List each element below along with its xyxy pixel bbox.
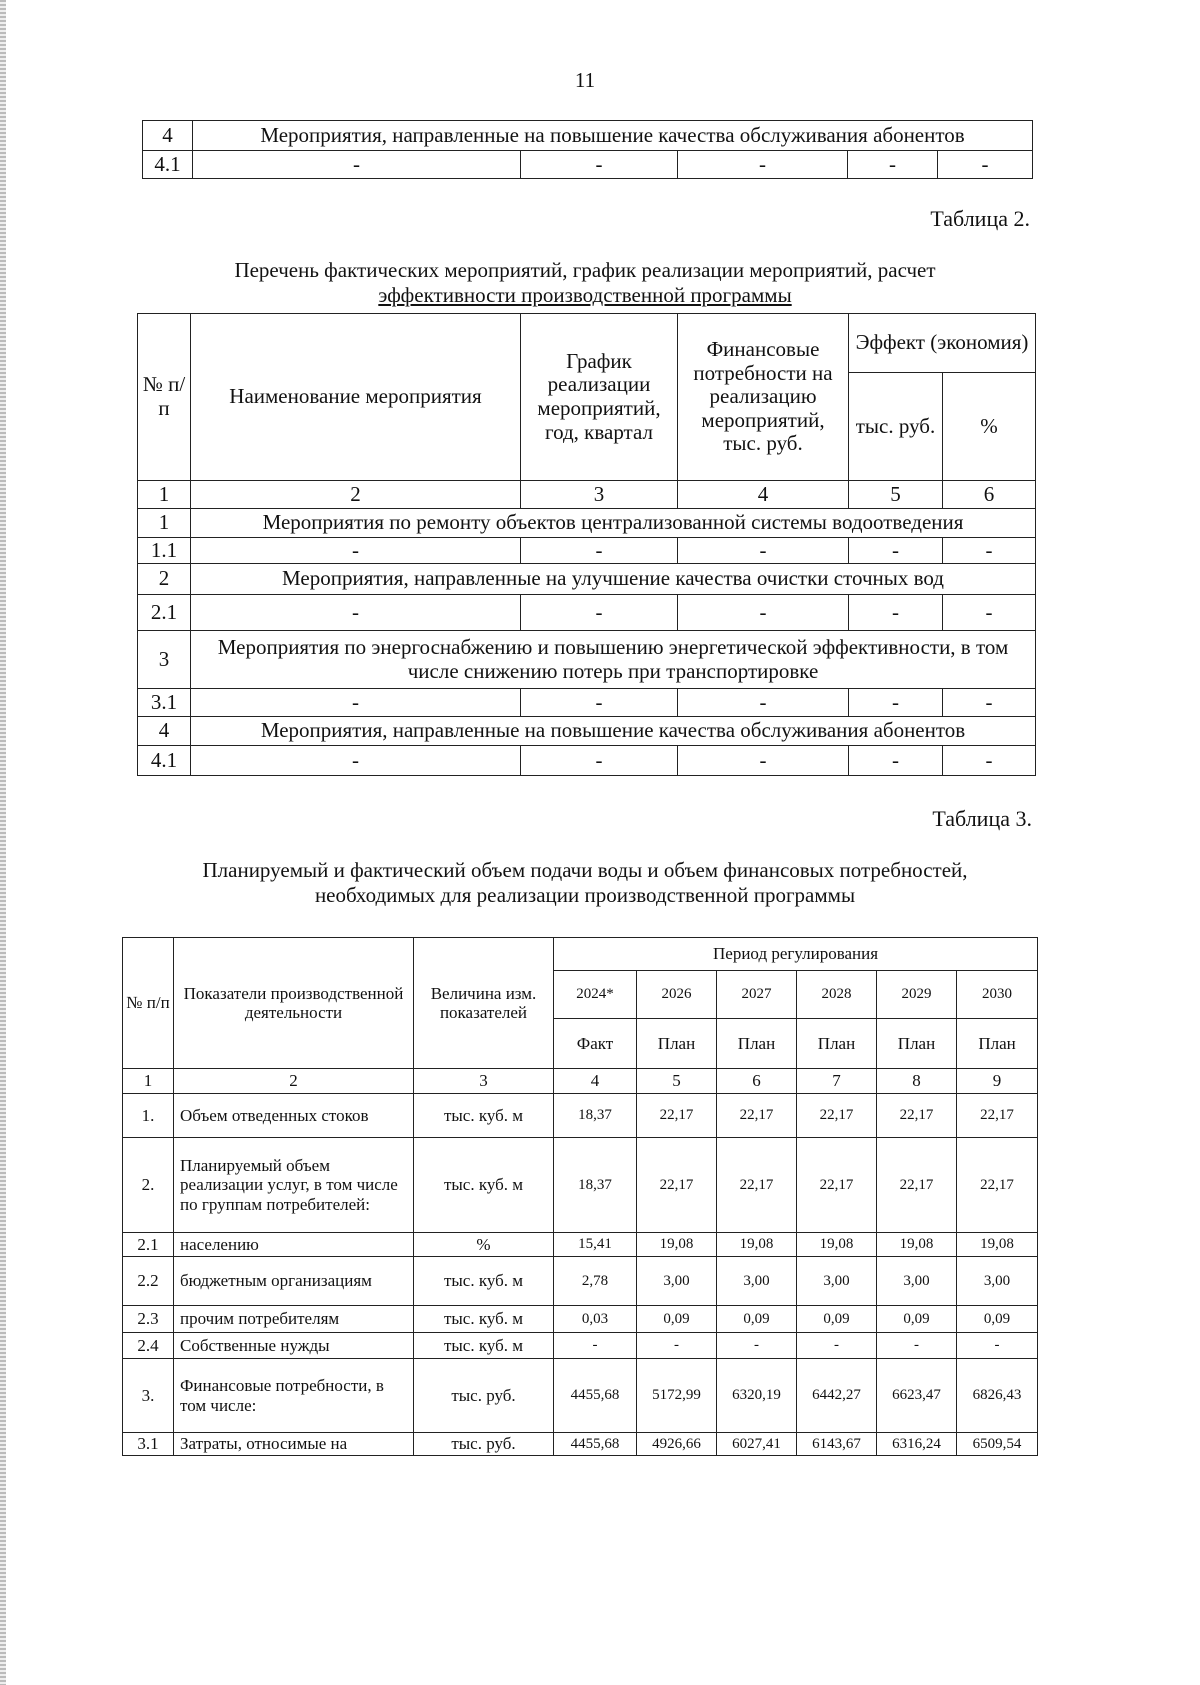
cell: - bbox=[191, 595, 521, 631]
unit: тыс. куб. м bbox=[414, 1094, 554, 1138]
cell: - bbox=[848, 151, 938, 179]
value-cell: 22,17 bbox=[877, 1138, 957, 1233]
cell: - bbox=[193, 151, 521, 179]
value-cell: 3,00 bbox=[637, 1257, 717, 1306]
indicator-name: прочим потребителям bbox=[174, 1306, 414, 1333]
value-cell: 19,08 bbox=[957, 1233, 1038, 1257]
value-cell: 22,17 bbox=[797, 1094, 877, 1138]
column-number: 5 bbox=[849, 481, 943, 509]
row-number: 2.3 bbox=[123, 1306, 174, 1333]
value-cell: 22,17 bbox=[797, 1138, 877, 1233]
value-cell: 6320,19 bbox=[717, 1359, 797, 1433]
cell: - bbox=[191, 746, 521, 776]
table-row bbox=[138, 631, 1036, 689]
value-cell: 3,00 bbox=[797, 1257, 877, 1306]
table-3-caption: Таблица 3. bbox=[932, 806, 1032, 831]
header-no: № п/п bbox=[123, 938, 174, 1069]
value-cell: 3,00 bbox=[717, 1257, 797, 1306]
table-row bbox=[138, 595, 1036, 631]
value-cell: 22,17 bbox=[957, 1094, 1038, 1138]
cell: - bbox=[849, 538, 943, 564]
column-numbers-row bbox=[123, 1069, 1038, 1094]
value-cell: 15,41 bbox=[554, 1233, 637, 1257]
value-cell: 22,17 bbox=[717, 1138, 797, 1233]
header-year: 2028 bbox=[797, 971, 877, 1019]
header-schedule: График реализации мероприятий, год, квартал bbox=[521, 314, 678, 481]
value-cell: 3,00 bbox=[957, 1257, 1038, 1306]
value-cell: - bbox=[637, 1333, 717, 1359]
table-row bbox=[123, 1359, 1038, 1433]
indicator-name: Финансовые потребности, в том числе: bbox=[174, 1359, 414, 1433]
column-number: 5 bbox=[637, 1069, 717, 1094]
value-cell: 6623,47 bbox=[877, 1359, 957, 1433]
indicator-name: Собственные нужды bbox=[174, 1333, 414, 1359]
value-cell: - bbox=[797, 1333, 877, 1359]
value-cell: 19,08 bbox=[877, 1233, 957, 1257]
table-2-caption: Таблица 2. bbox=[930, 206, 1030, 231]
value-cell: 0,03 bbox=[554, 1306, 637, 1333]
unit: тыс. куб. м bbox=[414, 1257, 554, 1306]
indicator-name: Объем отведенных стоков bbox=[174, 1094, 414, 1138]
row-number: 4.1 bbox=[143, 151, 193, 179]
row-number: 2 bbox=[138, 564, 191, 595]
value-cell: 2,78 bbox=[554, 1257, 637, 1306]
unit: тыс. руб. bbox=[414, 1433, 554, 1456]
value-cell: 6143,67 bbox=[797, 1433, 877, 1456]
value-cell: 22,17 bbox=[877, 1094, 957, 1138]
unit: тыс. руб. bbox=[414, 1359, 554, 1433]
column-number: 3 bbox=[414, 1069, 554, 1094]
cell: - bbox=[678, 689, 849, 717]
cell: - bbox=[678, 595, 849, 631]
header-name: Наименование мероприятия bbox=[191, 314, 521, 481]
table-row bbox=[143, 151, 1033, 179]
value-cell: 6826,43 bbox=[957, 1359, 1038, 1433]
table-row bbox=[138, 689, 1036, 717]
row-number: 3.1 bbox=[138, 689, 191, 717]
row-number: 1. bbox=[123, 1094, 174, 1138]
header-type: План bbox=[877, 1019, 957, 1069]
header-type: Факт bbox=[554, 1019, 637, 1069]
cell: - bbox=[521, 689, 678, 717]
cell: - bbox=[943, 595, 1036, 631]
column-number: 3 bbox=[521, 481, 678, 509]
table-2-title-line2: эффективности производственной программы bbox=[378, 283, 792, 308]
cell: - bbox=[849, 746, 943, 776]
header-year: 2024* bbox=[554, 971, 637, 1019]
column-number: 2 bbox=[191, 481, 521, 509]
header-effect-pct: % bbox=[943, 373, 1036, 481]
column-number: 6 bbox=[717, 1069, 797, 1094]
cell: - bbox=[849, 689, 943, 717]
table-3-title bbox=[130, 858, 1040, 908]
value-cell: 5172,99 bbox=[637, 1359, 717, 1433]
table-row bbox=[123, 1138, 1038, 1233]
header-effect-rub: тыс. руб. bbox=[849, 373, 943, 481]
section-title: Мероприятия, направленные на повышение качества обслуживания абонентов bbox=[191, 717, 1036, 746]
header-year: 2029 bbox=[877, 971, 957, 1019]
header-type: План bbox=[717, 1019, 797, 1069]
header-unit: Величина изм. показателей bbox=[414, 938, 554, 1069]
value-cell: - bbox=[877, 1333, 957, 1359]
indicator-name: Затраты, относимые на bbox=[174, 1433, 414, 1456]
row-number: 3.1 bbox=[123, 1433, 174, 1456]
column-number: 7 bbox=[797, 1069, 877, 1094]
table-row bbox=[123, 1433, 1038, 1456]
cell: - bbox=[678, 746, 849, 776]
row-number: 3 bbox=[138, 631, 191, 689]
section-title: Мероприятия по ремонту объектов централизованной системы водоотведения bbox=[191, 509, 1036, 538]
value-cell: 0,09 bbox=[877, 1306, 957, 1333]
value-cell: 0,09 bbox=[957, 1306, 1038, 1333]
value-cell: 18,37 bbox=[554, 1138, 637, 1233]
table-row bbox=[143, 121, 1033, 151]
section-title: Мероприятия по энергоснабжению и повышению энергетической эффективности, в том числе снижению потерь при транспортировке bbox=[191, 631, 1036, 689]
row-number: 2.2 bbox=[123, 1257, 174, 1306]
indicator-name: населению bbox=[174, 1233, 414, 1257]
header-effect: Эффект (экономия) bbox=[849, 314, 1036, 373]
cell: - bbox=[849, 595, 943, 631]
table-row bbox=[138, 717, 1036, 746]
unit: тыс. куб. м bbox=[414, 1333, 554, 1359]
column-number: 1 bbox=[123, 1069, 174, 1094]
value-cell: 18,37 bbox=[554, 1094, 637, 1138]
column-number: 6 bbox=[943, 481, 1036, 509]
cell: - bbox=[191, 689, 521, 717]
cell: - bbox=[943, 689, 1036, 717]
table-row bbox=[138, 538, 1036, 564]
value-cell: 6027,41 bbox=[717, 1433, 797, 1456]
table-row bbox=[123, 1333, 1038, 1359]
cell: - bbox=[191, 538, 521, 564]
row-number: 2. bbox=[123, 1138, 174, 1233]
header-no: № п/ п bbox=[138, 314, 191, 481]
unit: тыс. куб. м bbox=[414, 1138, 554, 1233]
table-row bbox=[138, 564, 1036, 595]
value-cell: 19,08 bbox=[637, 1233, 717, 1257]
value-cell: - bbox=[957, 1333, 1038, 1359]
value-cell: 4455,68 bbox=[554, 1359, 637, 1433]
table-3-title-line1: Планируемый и фактический объем подачи воды и объем финансовых потребностей, bbox=[202, 858, 968, 882]
unit: % bbox=[414, 1233, 554, 1257]
cell: - bbox=[521, 595, 678, 631]
cell: - bbox=[521, 746, 678, 776]
indicator-name: бюджетным организациям bbox=[174, 1257, 414, 1306]
table-3-title-line2: необходимых для реализации производственной программы bbox=[314, 883, 856, 908]
cell: - bbox=[678, 151, 848, 179]
row-number: 4.1 bbox=[138, 746, 191, 776]
table-2-title bbox=[140, 258, 1030, 308]
value-cell: 6509,54 bbox=[957, 1433, 1038, 1456]
column-number: 4 bbox=[678, 481, 849, 509]
value-cell: 19,08 bbox=[797, 1233, 877, 1257]
value-cell: 19,08 bbox=[717, 1233, 797, 1257]
section-title: Мероприятия, направленные на повышение качества обслуживания абонентов bbox=[193, 121, 1033, 151]
value-cell: - bbox=[554, 1333, 637, 1359]
row-number: 1.1 bbox=[138, 538, 191, 564]
column-number: 4 bbox=[554, 1069, 637, 1094]
section-title: Мероприятия, направленные на улучшение качества очистки сточных вод bbox=[191, 564, 1036, 595]
value-cell: - bbox=[717, 1333, 797, 1359]
column-numbers-row bbox=[138, 481, 1036, 509]
page-number: 11 bbox=[574, 68, 596, 92]
table-2 bbox=[137, 313, 1036, 776]
column-number: 9 bbox=[957, 1069, 1038, 1094]
value-cell: 22,17 bbox=[717, 1094, 797, 1138]
header-type: План bbox=[637, 1019, 717, 1069]
row-number: 4 bbox=[143, 121, 193, 151]
table-row bbox=[123, 1094, 1038, 1138]
cell: - bbox=[943, 538, 1036, 564]
table-1-tail bbox=[142, 120, 1033, 179]
header-year: 2030 bbox=[957, 971, 1038, 1019]
value-cell: 0,09 bbox=[797, 1306, 877, 1333]
value-cell: 22,17 bbox=[957, 1138, 1038, 1233]
unit: тыс. куб. м bbox=[414, 1306, 554, 1333]
cell: - bbox=[521, 151, 678, 179]
header-type: План bbox=[957, 1019, 1038, 1069]
table-3 bbox=[122, 937, 1038, 1456]
indicator-name: Планируемый объем реализации услуг, в том числе по группам потребителей: bbox=[174, 1138, 414, 1233]
value-cell: 22,17 bbox=[637, 1138, 717, 1233]
scan-edge bbox=[0, 0, 6, 1685]
row-number: 4 bbox=[138, 717, 191, 746]
column-number: 8 bbox=[877, 1069, 957, 1094]
header-period: Период регулирования bbox=[554, 938, 1038, 971]
table-2-title-line1: Перечень фактических мероприятий, график реализации мероприятий, расчет bbox=[234, 258, 936, 282]
row-number: 1 bbox=[138, 509, 191, 538]
table-row bbox=[138, 746, 1036, 776]
value-cell: 4455,68 bbox=[554, 1433, 637, 1456]
header-year: 2026 bbox=[637, 971, 717, 1019]
value-cell: 0,09 bbox=[717, 1306, 797, 1333]
value-cell: 4926,66 bbox=[637, 1433, 717, 1456]
header-year: 2027 bbox=[717, 971, 797, 1019]
header-indicator: Показатели производственной деятельности bbox=[174, 938, 414, 1069]
value-cell: 0,09 bbox=[637, 1306, 717, 1333]
cell: - bbox=[521, 538, 678, 564]
row-number: 2.1 bbox=[138, 595, 191, 631]
header-finance: Финансовые потребности на реализацию мероприятий, тыс. руб. bbox=[678, 314, 849, 481]
row-number: 3. bbox=[123, 1359, 174, 1433]
table-row bbox=[123, 1233, 1038, 1257]
column-number: 1 bbox=[138, 481, 191, 509]
row-number: 2.1 bbox=[123, 1233, 174, 1257]
value-cell: 6316,24 bbox=[877, 1433, 957, 1456]
value-cell: 6442,27 bbox=[797, 1359, 877, 1433]
table-row bbox=[138, 509, 1036, 538]
value-cell: 3,00 bbox=[877, 1257, 957, 1306]
cell: - bbox=[938, 151, 1033, 179]
column-number: 2 bbox=[174, 1069, 414, 1094]
cell: - bbox=[678, 538, 849, 564]
value-cell: 22,17 bbox=[637, 1094, 717, 1138]
table-row bbox=[123, 1257, 1038, 1306]
cell: - bbox=[943, 746, 1036, 776]
table-row bbox=[123, 1306, 1038, 1333]
header-type: План bbox=[797, 1019, 877, 1069]
row-number: 2.4 bbox=[123, 1333, 174, 1359]
